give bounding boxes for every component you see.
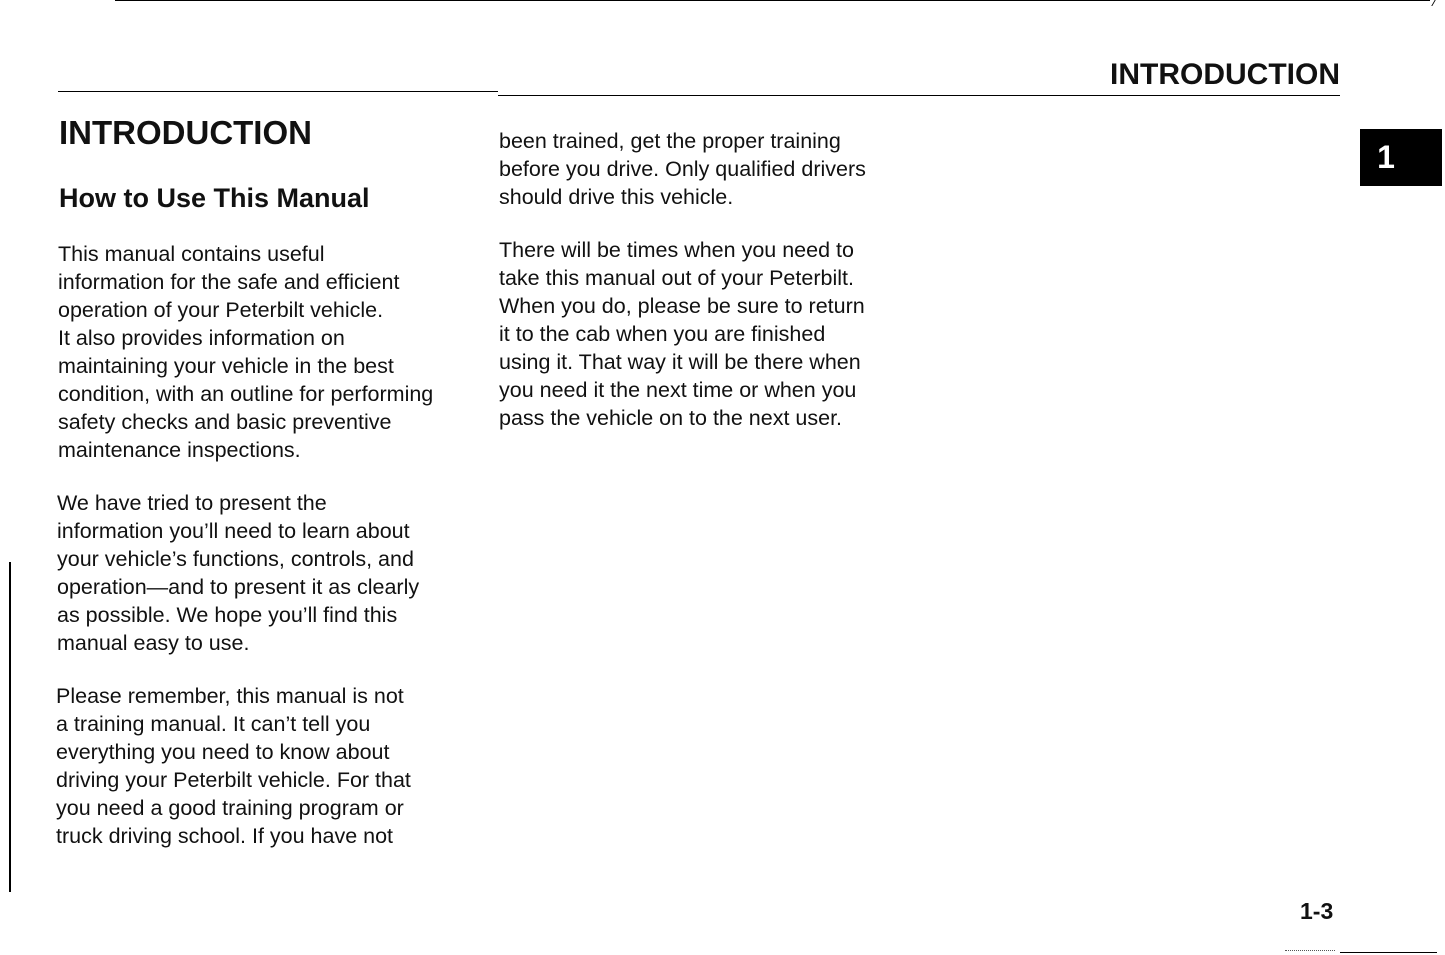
chapter-tab: 1 — [1360, 129, 1442, 186]
paragraph-not-training-manual: Please remember, this manual is not a training manual. It can’t tell you everything you need to know about driving your Peterbilt vehicle. For that you need a good training program or truck driving school. If you have not — [56, 684, 411, 848]
page-number: 1-3 — [1300, 898, 1334, 924]
header-rule-left — [58, 91, 498, 92]
paragraph-return-manual: There will be times when you need to take this manual out of your Peterbilt. When you do, please be sure to return it to the cab when you are finished using it. That way it will be there when you need it the next time or when you pass the vehicle on to the next user. — [499, 238, 865, 430]
section-heading: How to Use This Manual — [59, 183, 370, 213]
change-bar — [9, 562, 11, 892]
paragraph-training-continued: been trained, get the proper training before you drive. Only qualified drivers should drive this vehicle. — [499, 129, 866, 209]
footer-dots — [1285, 950, 1335, 952]
page-title: INTRODUCTION — [59, 114, 312, 151]
top-border-line — [115, 0, 1430, 1]
header-rule-right — [498, 95, 1340, 96]
footer-rule — [1340, 952, 1437, 953]
paragraph-presentation: We have tried to present the information you’ll need to learn about your vehicle’s functions, controls, and operation—and to present it as clearly as possible. We hope you’ll find this manual easy to use. — [57, 491, 420, 655]
paragraph-manual-contents: This manual contains useful information for the safe and efficient operation of your Peterbilt vehicle. It also provides information on maintaining your vehicle in the best condition, with an outline for performing safety checks and basic preventive maintenance inspections. — [58, 242, 434, 462]
running-head: INTRODUCTION — [1110, 58, 1340, 91]
